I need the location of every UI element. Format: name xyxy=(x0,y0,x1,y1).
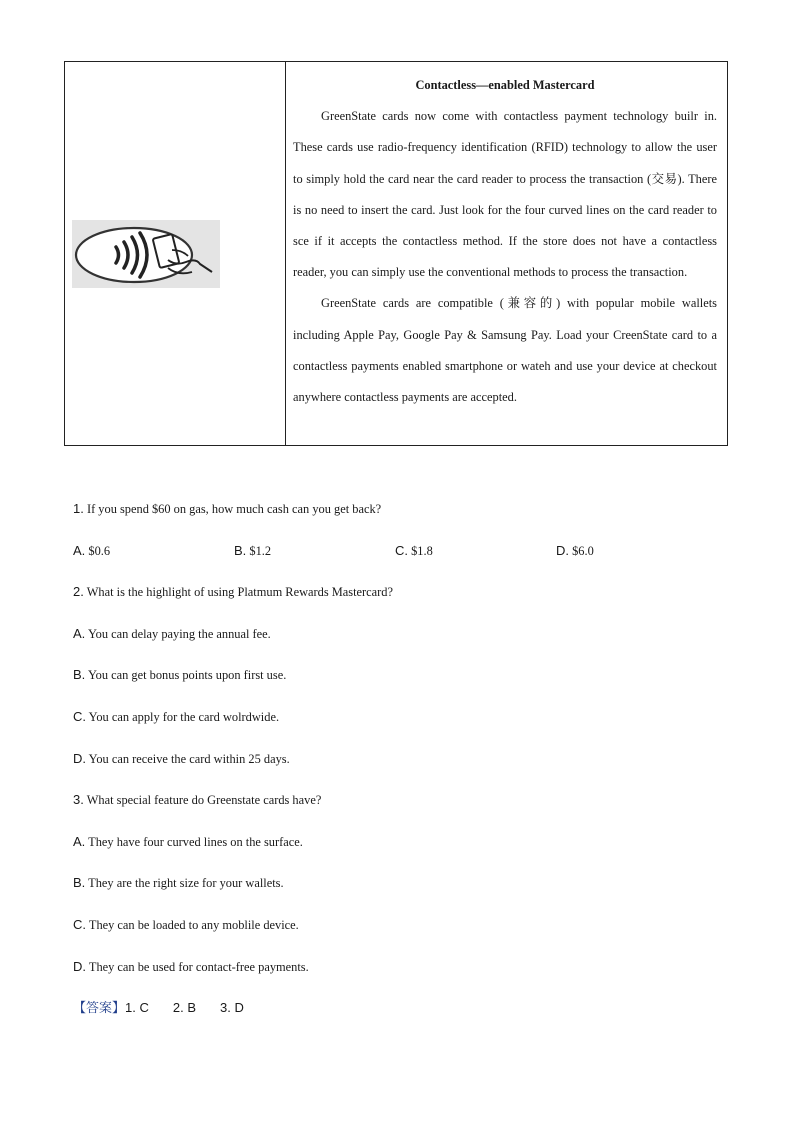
answer-3: 3. D xyxy=(219,1000,244,1015)
option-d: D. $6.0 xyxy=(556,542,594,558)
question-list xyxy=(73,495,733,994)
option-a: A. You can delay paying the annual fee. xyxy=(73,625,271,641)
option-b: B. $1.2 xyxy=(234,542,272,558)
text-cell xyxy=(286,62,727,445)
image-cell xyxy=(65,62,286,445)
option-a: A. They have four curved lines on the surface. xyxy=(73,833,303,849)
question-3 xyxy=(73,786,733,828)
card-paragraph-1: GreenState cards now come with contactless payment technology builr in. These cards use radio-frequency identification (RFID) technology to allow the user to simply hold the card near the card reader to process the transaction (交易). There is no need to insert the card. Just look for the four curved lines on the card reader to sce if it accepts the contactless method. If the store does not have a contactless reader, you can simply use the conventional methods to process the transaction. xyxy=(293,109,717,280)
question-text: What special feature do Greenstate cards have? xyxy=(86,793,322,808)
contactless-payment-icon xyxy=(72,220,220,288)
question-text: If you spend $60 on gas, how much cash can you get back? xyxy=(86,502,382,516)
card-title: Contactless—enabled Mastercard xyxy=(415,78,595,92)
option-d: D. They can be used for contact-free payments. xyxy=(73,958,309,974)
question-number: 2. xyxy=(73,584,84,600)
card-info-table xyxy=(64,61,728,446)
answer-1: 1. C xyxy=(125,1000,149,1015)
option-b: B. They are the right size for your wallets. xyxy=(73,875,284,891)
option-c: C. $1.8 xyxy=(395,542,433,558)
option-c: C. They can be loaded to any moblile device. xyxy=(73,916,299,932)
option-d: D. You can receive the card within 25 days. xyxy=(73,750,290,766)
option-b: B. You can get bonus points upon first use. xyxy=(73,667,287,683)
question-number: 1. xyxy=(73,501,84,516)
question-text: What is the highlight of using Platmum Rewards Mastercard? xyxy=(86,585,393,600)
question-1 xyxy=(73,495,733,537)
option-a: A. $0.6 xyxy=(73,542,111,558)
question-number: 3. xyxy=(73,792,84,808)
answer-key xyxy=(73,997,268,1016)
answer-2: 2. B xyxy=(172,1000,196,1015)
question-1-options xyxy=(73,537,733,579)
answer-tag: 【答案】 xyxy=(73,1000,126,1015)
question-2 xyxy=(73,578,733,620)
card-paragraph-2: GreenState cards are compatible (兼容的) with popular mobile wallets including Apple Pay, Google Pay & Samsung Pay. Load your CreenState card to a contactless payments enabled smartphone or wateh and use your device at checkout anywhere contactless payments are accepted. xyxy=(293,296,717,405)
option-c: C. You can apply for the card wolrdwide. xyxy=(73,708,280,724)
